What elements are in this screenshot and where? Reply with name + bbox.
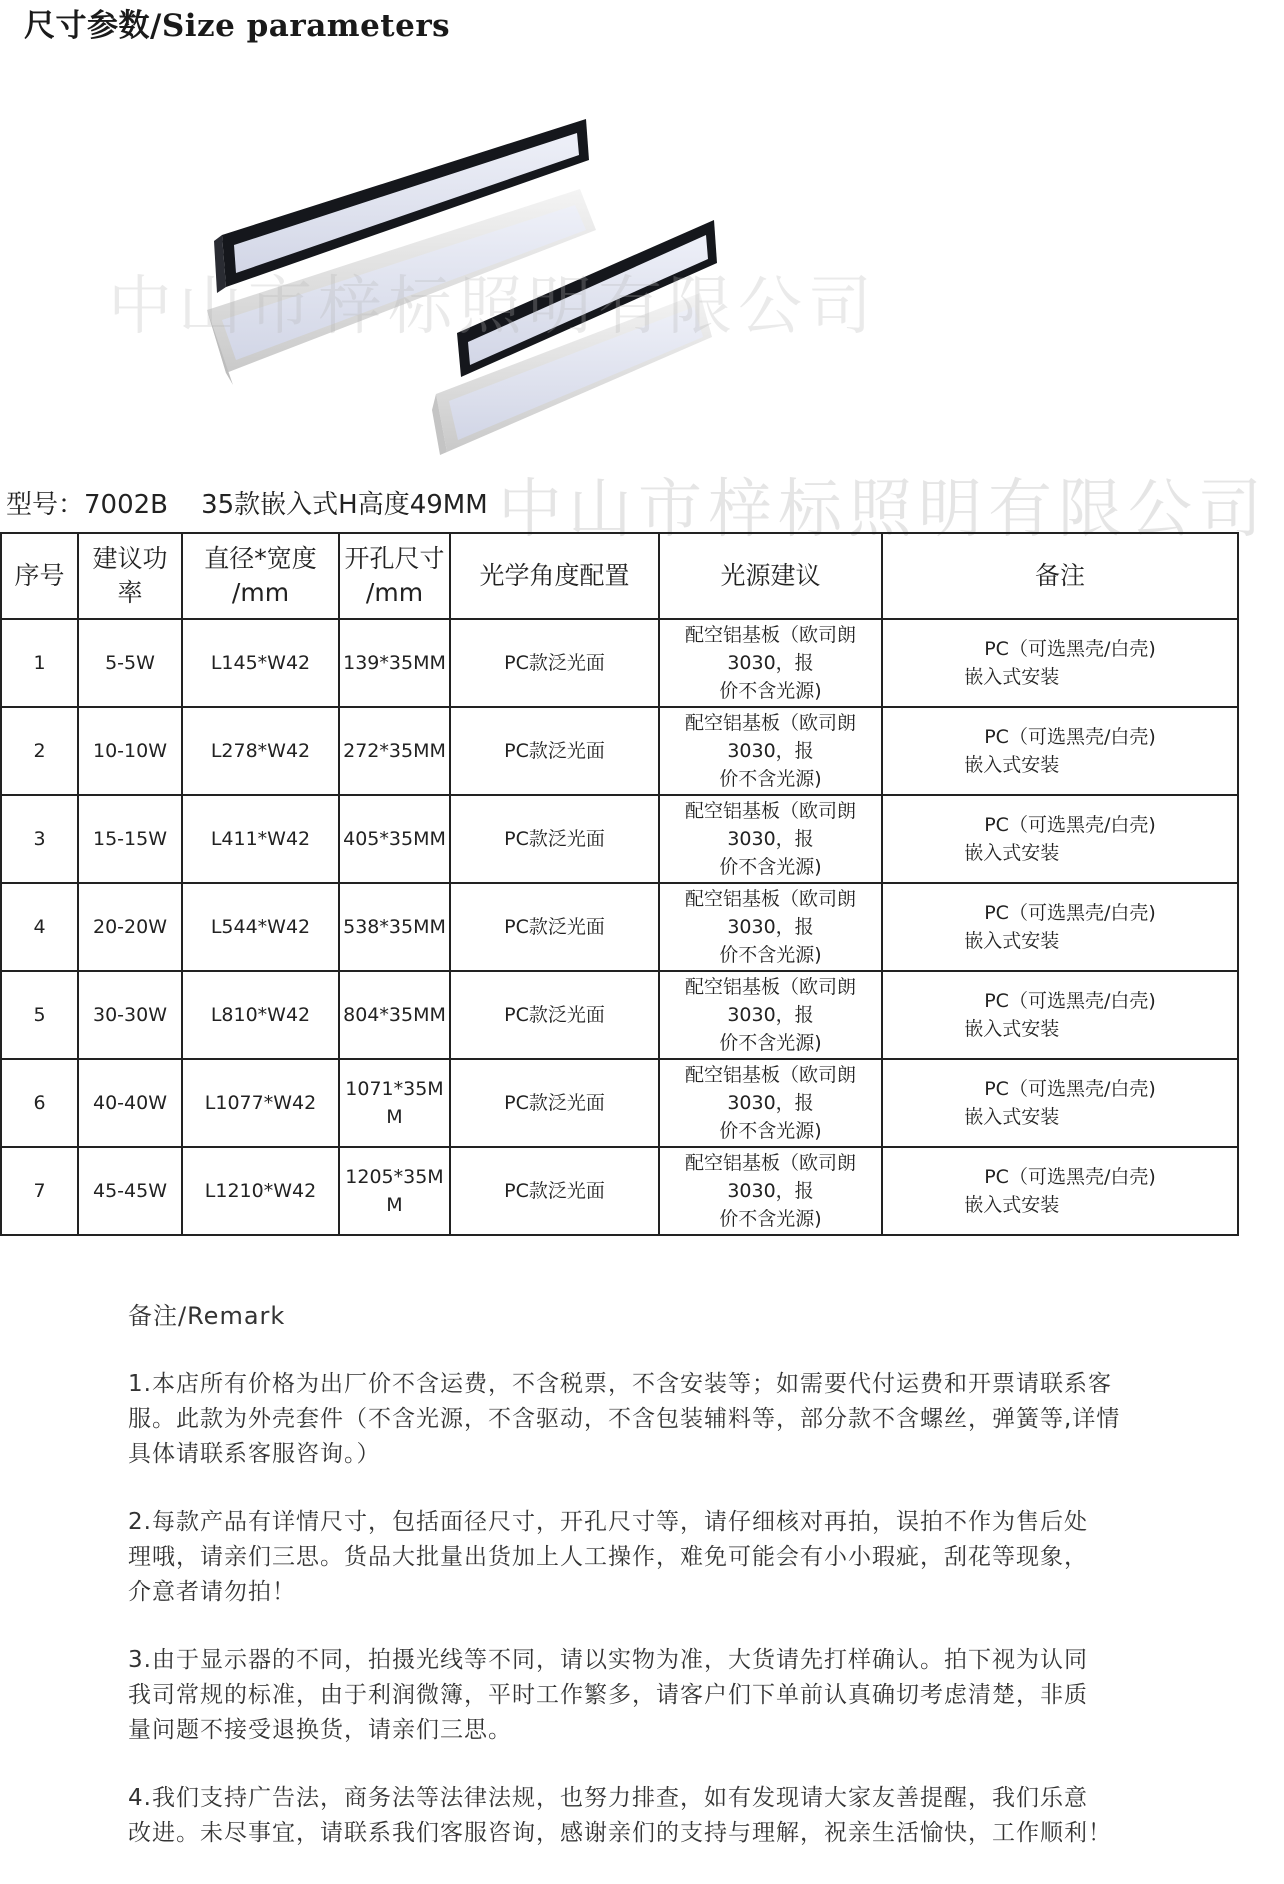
cell-source: 配空铝基板（欧司朗3030，报 价不含光源)	[659, 707, 882, 795]
cell-power: 40-40W	[78, 1059, 182, 1147]
header-angle: 光学角度配置	[450, 533, 659, 619]
cell-size: L1210*W42	[182, 1147, 339, 1235]
cell-note: PC（可选黑壳/白壳) 嵌入式安装	[882, 883, 1238, 971]
cell-index: 5	[1, 971, 78, 1059]
page-heading: 尺寸参数/Size parameters	[24, 8, 451, 44]
cell-index: 3	[1, 795, 78, 883]
header-size: 直径*宽度 /mm	[182, 533, 339, 619]
table-row	[1, 795, 1238, 883]
cell-source: 配空铝基板（欧司朗3030，报 价不含光源)	[659, 883, 882, 971]
cell-size: L544*W42	[182, 883, 339, 971]
cell-power: 5-5W	[78, 619, 182, 707]
cell-index: 1	[1, 619, 78, 707]
remark-paragraph: 1.本店所有价格为出厂价不含运费，不含税票，不含安装等；如需要代付运费和开票请联系客 服。此款为外壳套件（不含光源，不含驱动，不含包装辅料等，部分款不含螺丝，弹簧等,详情 具体请联系客服咨询。）	[128, 1371, 1121, 1467]
table-row	[1, 883, 1238, 971]
cell-source: 配空铝基板（欧司朗3030，报 价不含光源)	[659, 1147, 882, 1235]
cell-index: 4	[1, 883, 78, 971]
table-row	[1, 971, 1238, 1059]
header-cutout: 开孔尺寸 /mm	[339, 533, 450, 619]
cell-angle: PC款泛光面	[450, 707, 659, 795]
cell-index: 2	[1, 707, 78, 795]
header-index: 序号	[1, 533, 78, 619]
table-header-row	[1, 533, 1238, 619]
cell-cutout: 1205*35M M	[339, 1147, 450, 1235]
remark-paragraph: 2.每款产品有详情尺寸，包括面径尺寸，开孔尺寸等，请仔细核对再拍，误拍不作为售后处 理哦，请亲们三思。货品大批量出货加上人工操作，难免可能会有小小瑕疵，刮花等现象， 介意者请勿拍！	[128, 1509, 1088, 1605]
remark-paragraph: 4.我们支持广告法，商务法等法律法规，也努力排查，如有发现请大家友善提醒，我们乐意 改进。未尽事宜，请联系我们客服咨询，感谢亲们的支持与理解，祝亲生活愉快，工作顺利！	[128, 1785, 1112, 1846]
cell-size: L145*W42	[182, 619, 339, 707]
cell-cutout: 538*35MM	[339, 883, 450, 971]
header-power: 建议功 率	[78, 533, 182, 619]
cell-cutout: 1071*35M M	[339, 1059, 450, 1147]
cell-note: PC（可选黑壳/白壳) 嵌入式安装	[882, 707, 1238, 795]
cell-cutout: 405*35MM	[339, 795, 450, 883]
table-row	[1, 619, 1238, 707]
watermark: 中山市梓标照明有限公司	[498, 473, 1268, 547]
cell-size: L1077*W42	[182, 1059, 339, 1147]
cell-power: 10-10W	[78, 707, 182, 795]
cell-power: 30-30W	[78, 971, 182, 1059]
table-row	[1, 1059, 1238, 1147]
spec-table	[0, 532, 1239, 1236]
cell-power: 45-45W	[78, 1147, 182, 1235]
cell-power: 20-20W	[78, 883, 182, 971]
cell-size: L278*W42	[182, 707, 339, 795]
cell-index: 7	[1, 1147, 78, 1235]
remark-paragraph: 3.由于显示器的不同，拍摄光线等不同，请以实物为准，大货请先打样确认。拍下视为认同 我司常规的标准，由于利润微簿，平时工作繁多，请客户们下单前认真确切考虑清楚，非质 量问题不接受退换货，请亲们三思。	[128, 1647, 1088, 1743]
cell-cutout: 272*35MM	[339, 707, 450, 795]
cell-note: PC（可选黑壳/白壳) 嵌入式安装	[882, 1147, 1238, 1235]
cell-angle: PC款泛光面	[450, 883, 659, 971]
cell-source: 配空铝基板（欧司朗3030，报 价不含光源)	[659, 1059, 882, 1147]
model-line: 型号：7002B 35款嵌入式H高度49MM	[6, 490, 488, 520]
cell-note: PC（可选黑壳/白壳) 嵌入式安装	[882, 971, 1238, 1059]
remark-section	[128, 1296, 1208, 1884]
cell-source: 配空铝基板（欧司朗3030，报 价不含光源)	[659, 795, 882, 883]
cell-angle: PC款泛光面	[450, 1059, 659, 1147]
table-row	[1, 1147, 1238, 1235]
cell-angle: PC款泛光面	[450, 971, 659, 1059]
remark-title: 备注/Remark	[128, 1302, 286, 1330]
cell-angle: PC款泛光面	[450, 1147, 659, 1235]
header-source: 光源建议	[659, 533, 882, 619]
cell-angle: PC款泛光面	[450, 795, 659, 883]
cell-cutout: 139*35MM	[339, 619, 450, 707]
cell-size: L411*W42	[182, 795, 339, 883]
watermark: 中山市梓标照明有限公司	[108, 270, 878, 344]
cell-index: 6	[1, 1059, 78, 1147]
cell-source: 配空铝基板（欧司朗3030，报 价不含光源)	[659, 619, 882, 707]
cell-cutout: 804*35MM	[339, 971, 450, 1059]
header-note: 备注	[882, 533, 1238, 619]
table-row	[1, 707, 1238, 795]
cell-note: PC（可选黑壳/白壳) 嵌入式安装	[882, 619, 1238, 707]
cell-size: L810*W42	[182, 971, 339, 1059]
cell-source: 配空铝基板（欧司朗3030，报 价不含光源)	[659, 971, 882, 1059]
cell-note: PC（可选黑壳/白壳) 嵌入式安装	[882, 795, 1238, 883]
cell-note: PC（可选黑壳/白壳) 嵌入式安装	[882, 1059, 1238, 1147]
cell-angle: PC款泛光面	[450, 619, 659, 707]
cell-power: 15-15W	[78, 795, 182, 883]
